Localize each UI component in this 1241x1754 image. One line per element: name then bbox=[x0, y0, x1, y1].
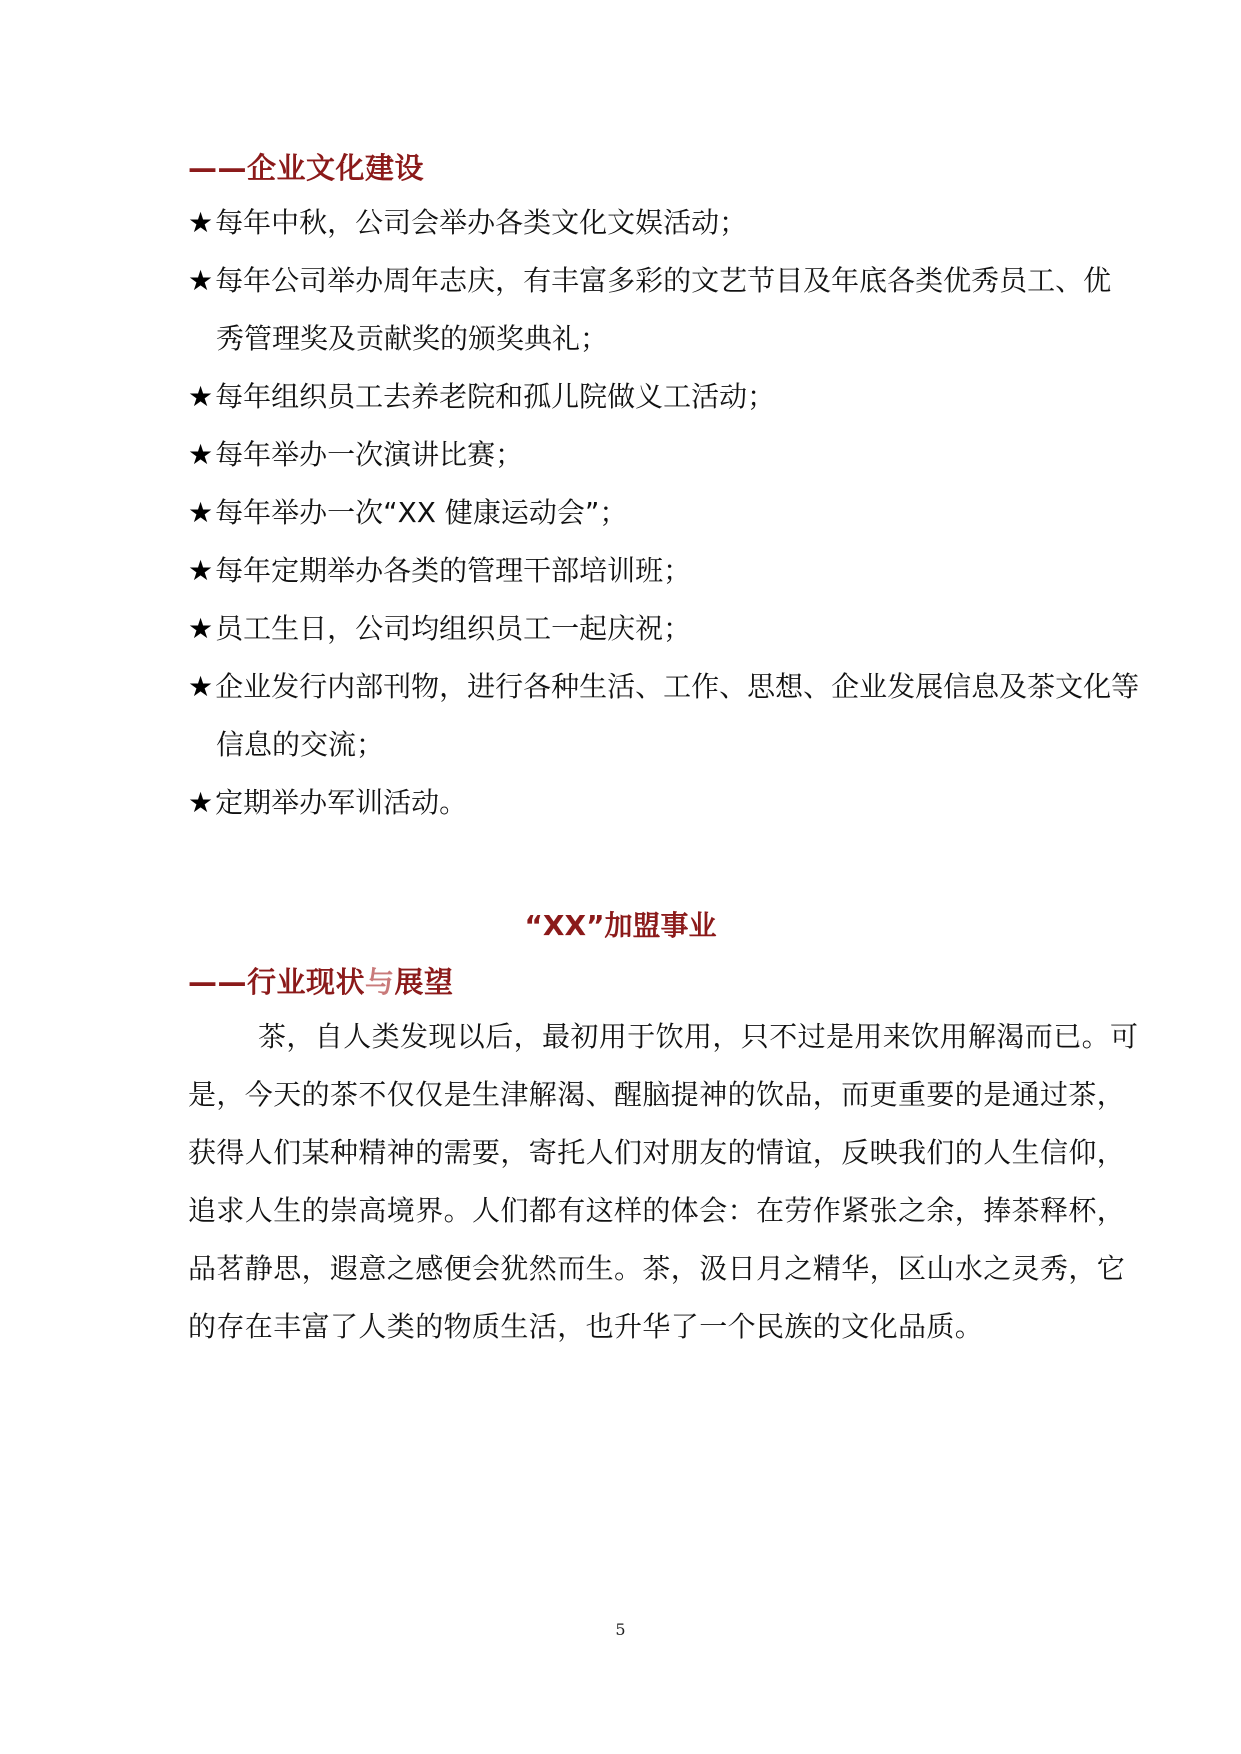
star-bullet-icon: ★ bbox=[188, 206, 214, 239]
culture-item-6 bbox=[188, 554, 691, 588]
star-bullet-icon: ★ bbox=[188, 670, 214, 703]
culture-item-text: 每年组织员工去养老院和孤儿院做义工活动； bbox=[215, 380, 776, 413]
culture-section-heading: ——企业文化建设 bbox=[188, 151, 425, 185]
star-bullet-icon: ★ bbox=[188, 380, 214, 413]
culture-item-8-continuation: 信息的交流； bbox=[216, 728, 385, 761]
paragraph-line-2: 是，今天的茶不仅仅是生津解渴、醒脑提神的饮品，而更重要的是通过茶， bbox=[188, 1078, 1126, 1111]
star-bullet-icon: ★ bbox=[188, 554, 214, 587]
franchise-section-title: “XX”加盟事业 bbox=[524, 909, 717, 942]
paragraph-line-5: 品茗静思，遐意之感便会犹然而生。茶，汲日月之精华，区山水之灵秀，它 bbox=[188, 1252, 1126, 1285]
heading-part: 与 bbox=[365, 965, 395, 999]
culture-item-text: 企业发行内部刊物，进行各种生活、工作、思想、企业发展信息及茶文化等 bbox=[215, 670, 1140, 703]
culture-item-text: 每年定期举办各类的管理干部培训班； bbox=[215, 554, 692, 587]
star-bullet-icon: ★ bbox=[188, 438, 214, 471]
culture-item-3 bbox=[188, 380, 775, 414]
culture-item-text: 定期举办军训活动。 bbox=[215, 786, 468, 819]
culture-item-2-continuation: 秀管理奖及贡献奖的颁奖典礼； bbox=[216, 322, 609, 355]
culture-item-text: 每年举办一次演讲比赛； bbox=[215, 438, 524, 471]
page-number: 5 bbox=[615, 1620, 626, 1639]
culture-item-text: 每年举办一次“XX 健康运动会”； bbox=[215, 496, 628, 529]
culture-item-text: 员工生日，公司均组织员工一起庆祝； bbox=[215, 612, 692, 645]
heading-part: 展望 bbox=[394, 965, 454, 999]
culture-item-5 bbox=[188, 496, 627, 530]
star-bullet-icon: ★ bbox=[188, 786, 214, 819]
paragraph-line-1: 茶，自人类发现以后，最初用于饮用，只不过是用来饮用解渴而已。可 bbox=[258, 1020, 1139, 1053]
culture-item-7 bbox=[188, 612, 691, 646]
star-bullet-icon: ★ bbox=[188, 496, 214, 529]
culture-item-9 bbox=[188, 786, 467, 820]
star-bullet-icon: ★ bbox=[188, 612, 214, 645]
star-bullet-icon: ★ bbox=[188, 264, 214, 297]
franchise-section-heading bbox=[188, 960, 454, 1001]
culture-item-8 bbox=[188, 670, 1139, 704]
paragraph-line-6: 的存在丰富了人类的物质生活，也升华了一个民族的文化品质。 bbox=[188, 1310, 984, 1343]
culture-item-4 bbox=[188, 438, 523, 472]
culture-item-1 bbox=[188, 206, 747, 240]
culture-item-text: 每年中秋，公司会举办各类文化文娱活动； bbox=[215, 206, 748, 239]
paragraph-line-4: 追求人生的崇高境界。人们都有这样的体会：在劳作紧张之余，捧茶释杯， bbox=[188, 1194, 1126, 1227]
paragraph-line-3: 获得人们某种精神的需要，寄托人们对朋友的情谊，反映我们的人生信仰， bbox=[188, 1136, 1126, 1169]
culture-item-2 bbox=[188, 264, 1111, 298]
culture-item-text: 每年公司举办周年志庆，有丰富多彩的文艺节目及年底各类优秀员工、优 bbox=[215, 264, 1112, 297]
heading-part: ——行业现状 bbox=[188, 965, 366, 999]
